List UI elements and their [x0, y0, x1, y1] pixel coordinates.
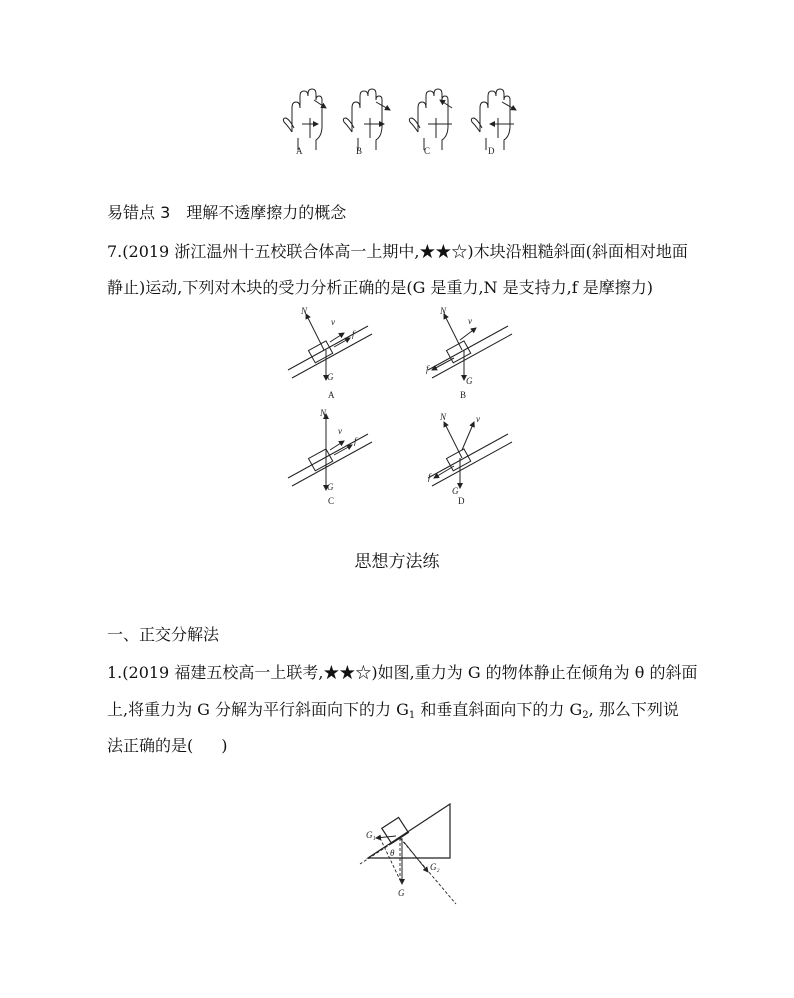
hand-option-d [471, 89, 516, 150]
label-g1: G₁ [366, 830, 376, 840]
answer-paren-close: ) [221, 736, 228, 755]
incline-force-diagrams [280, 300, 520, 510]
label-f: f [352, 329, 355, 339]
label-f: f [426, 364, 429, 374]
label-f: f [428, 472, 431, 482]
hand-label-d: D [488, 146, 495, 156]
question-7-line-2: 静止)运动,下列对木块的受力分析正确的是(G 是重力,N 是支持力,f 是摩擦力) [107, 278, 653, 297]
label-g: G [452, 486, 459, 496]
question-7-line-1: 7.(2019 浙江温州十五校联合体高一上期中,★★☆)木块沿粗糙斜面(斜面相对地面 [107, 242, 688, 261]
answer-paren-open: 法正确的是( [107, 736, 194, 755]
label-v: v [338, 426, 342, 436]
g1-subscript: 1 [408, 710, 416, 721]
label-g: G [398, 888, 405, 898]
part-1-heading: 一、正交分解法 [107, 625, 220, 644]
label-v: v [476, 414, 480, 424]
question-1-line-3 [107, 736, 228, 756]
label-n: N [440, 412, 447, 422]
label-n: N [301, 306, 308, 316]
label-v: v [468, 316, 472, 326]
label-n: N [440, 306, 447, 316]
hand-label-b: B [356, 146, 363, 156]
label-g: G [327, 372, 334, 382]
label-n: N [320, 408, 327, 418]
diagram-option-c [288, 408, 372, 506]
caption-b: B [460, 390, 467, 400]
label-theta: θ [390, 848, 395, 858]
right-hand-rule-figure [270, 82, 520, 162]
hand-label-a: A [296, 146, 303, 156]
caption-a: A [328, 390, 335, 400]
question-1-line-1: 1.(2019 福建五校高一上联考,★★☆)如图,重力为 G 的物体静止在倾角为 θ 的斜面 [107, 663, 698, 682]
diagram-option-b [426, 306, 512, 400]
hand-label-c: C [424, 146, 431, 156]
label-g2: G₂ [430, 862, 440, 872]
section-heading-error-point-3: 易错点 3 理解不透摩擦力的概念 [107, 203, 347, 222]
question-1-line-2-part-c: , 那么下列说 [588, 700, 679, 719]
label-g: G [327, 482, 334, 492]
label-v: v [331, 317, 335, 327]
hand-option-a [283, 89, 326, 150]
diagram-option-a [288, 306, 372, 400]
label-f: f [354, 436, 357, 446]
caption-c: C [328, 496, 335, 506]
caption-d: D [458, 496, 465, 506]
diagram-option-d [428, 412, 512, 506]
g2-subscript: 2 [582, 710, 589, 721]
method-practice-title: 思想方法练 [354, 552, 440, 572]
hand-option-c [409, 89, 452, 150]
question-1-line-2-part-a: 上,将重力为 G 分解为平行斜面向下的力 G [107, 700, 409, 719]
gravity-decomposition-figure [358, 798, 468, 910]
question-1-line-2 [107, 700, 679, 720]
hand-option-b [343, 89, 390, 150]
question-1-line-2-part-b: 和垂直斜面向下的力 G [415, 700, 583, 719]
label-g: G [466, 376, 473, 386]
